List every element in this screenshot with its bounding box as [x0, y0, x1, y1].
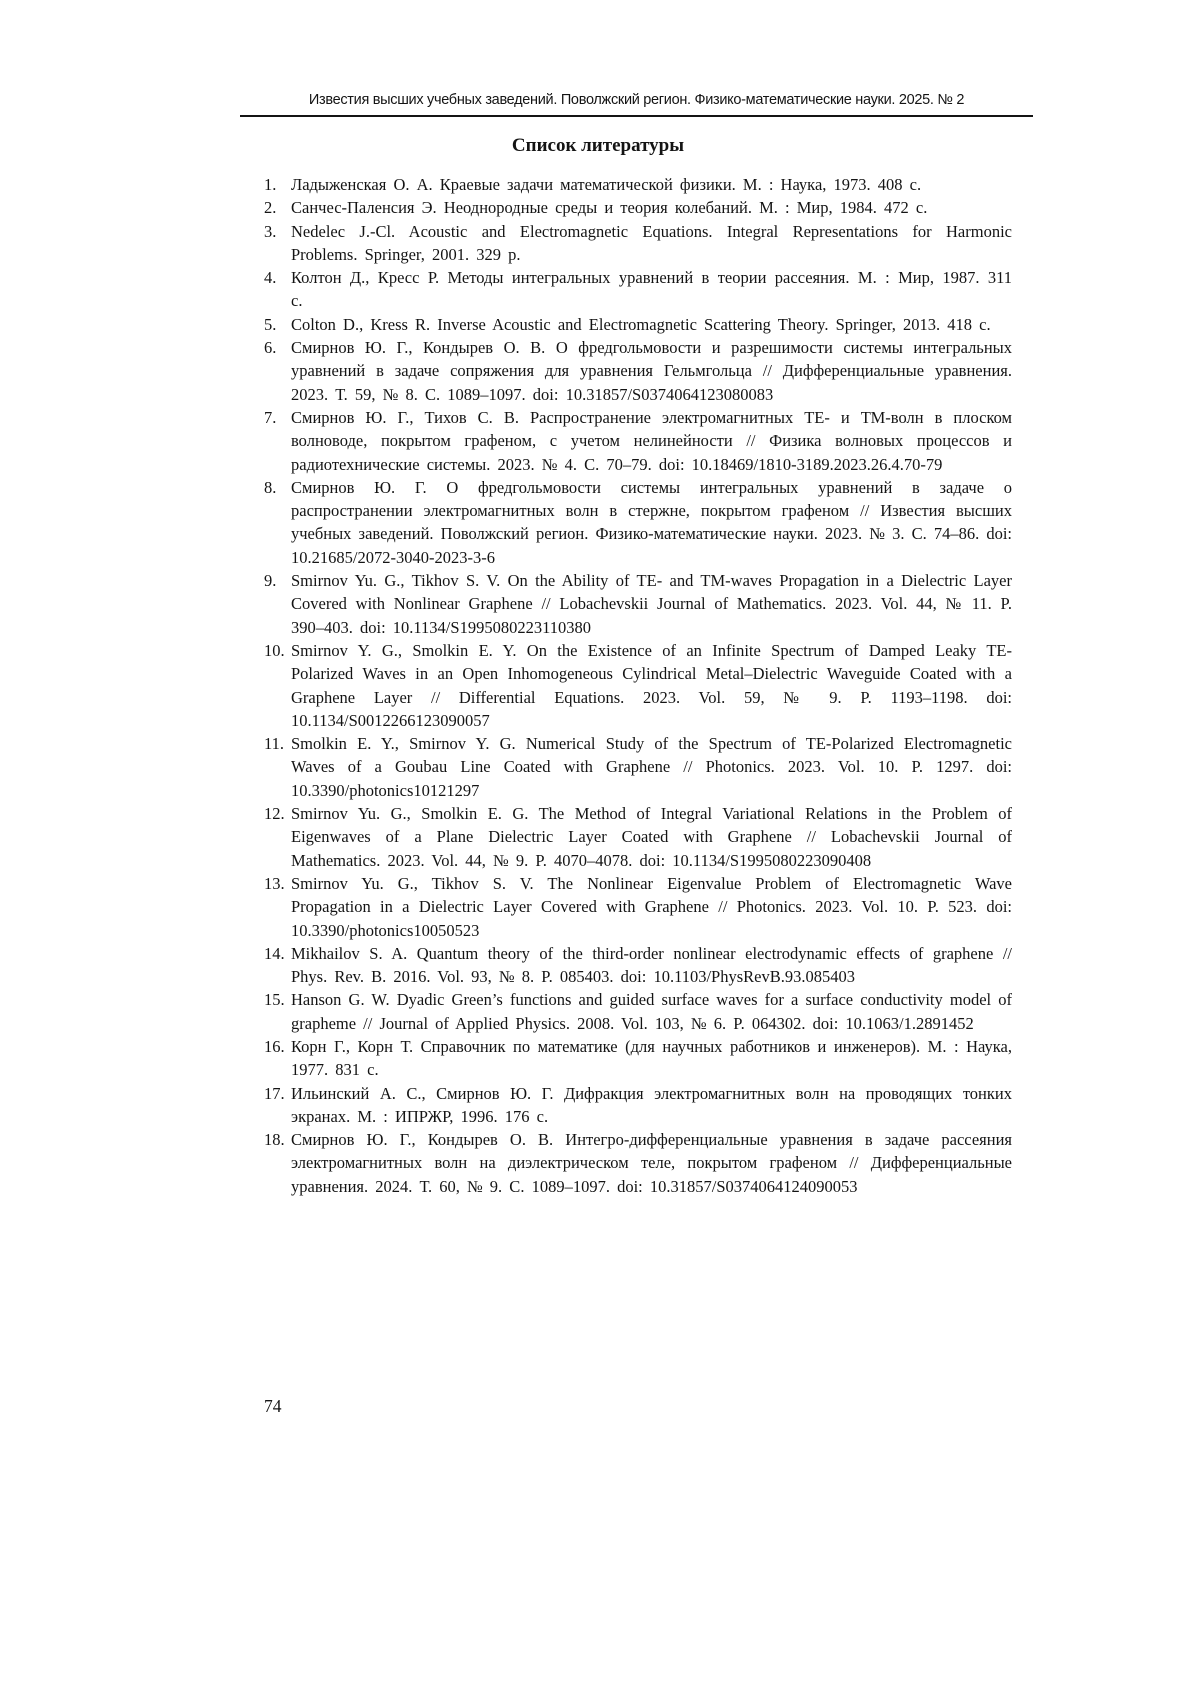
- reference-text: Смирнов Ю. Г., Кондырев О. В. Интегро-дифференциальные уравнения в задаче рассеяния электромагнитных волн на диэлектрическом теле, покрытом графеном // Дифференциальные уравнения. 2024. Т. 60, № 9. С. 1089–1097. doi: 10.31857/S0374064124090053: [291, 1130, 1012, 1196]
- reference-number: 4.: [264, 268, 277, 288]
- reference-text: Корн Г., Корн Т. Справочник по математике (для научных работников и инженеров). М. : Наука, 1977. 831 с.: [291, 1036, 1012, 1080]
- section-title: Список литературы: [511, 135, 685, 156]
- reference-item: [264, 872, 1012, 942]
- reference-text: Smolkin E. Y., Smirnov Y. G. Numerical Study of the Spectrum of TE-Polarized Electromagnetic Waves of a Goubau Line Coated with Graphene // Photonics. 2023. Vol. 10. P. 1297. doi: 10.3390/photonics10121297: [291, 734, 1012, 800]
- reference-item: [264, 336, 1012, 406]
- reference-text: Смирнов Ю. Г. О фредгольмовости системы интегральных уравнений в задаче о распространении электромагнитных волн в стержне, покрытом графеном // Известия высших учебных заведений. Поволжский регион. Физико-математические науки. 2023. № 3. С. 74–86. doi: 10.21685/2072-3040-2023-3-6: [291, 477, 1013, 567]
- reference-text: Mikhailov S. A. Quantum theory of the third-order nonlinear electrodynamic effects of graphene // Phys. Rev. B. 2016. Vol. 93, № 8. P. 085403. doi: 10.1103/PhysRevB.93.085403: [291, 943, 1012, 987]
- reference-item: [264, 406, 1012, 476]
- reference-text: Ильинский А. С., Смирнов Ю. Г. Дифракция электромагнитных волн на проводящих тонких экранах. М. : ИПРЖР, 1996. 176 с.: [291, 1083, 1012, 1126]
- reference-item: [264, 569, 1012, 639]
- reference-number: 3.: [264, 221, 277, 241]
- reference-item: [264, 220, 1012, 267]
- reference-number: 7.: [264, 407, 277, 427]
- reference-text: Smirnov Y. G., Smolkin E. Y. On the Existence of an Infinite Spectrum of Damped Leaky TE-Polarized Waves in an Open Inhomogeneous Cylindrical Metal–Dielectric Waveguide Coated with a Graphene Layer // Differential Equations. 2023. Vol. 59, № 9. P. 1193–1198. doi: 10.1134/S0012266123090057: [291, 640, 1012, 730]
- reference-text: Smirnov Yu. G., Tikhov S. V. The Nonlinear Eigenvalue Problem of Electromagnetic Wave Propagation in a Dielectric Layer Covered with Graphene // Photonics. 2023. Vol. 10. P. 523. doi: 10.3390/photonics10050523: [291, 873, 1012, 940]
- reference-item: [264, 1128, 1012, 1198]
- reference-item: [264, 313, 1012, 336]
- header-rule: [240, 115, 1033, 117]
- page-header: [240, 92, 1033, 117]
- reference-number: 17.: [264, 1083, 285, 1103]
- reference-item: [264, 1082, 1012, 1129]
- reference-item: [264, 196, 1012, 219]
- reference-text: Smirnov Yu. G., Smolkin E. G. The Method of Integral Variational Relations in the Problem of Eigenwaves of a Plane Dielectric Layer Coated with Graphene // Lobachevskii Journal of Mathematics. 2023. Vol. 44, № 9. P. 4070–4078. doi: 10.1134/S1995080223090408: [291, 804, 1012, 870]
- reference-number: 9.: [264, 571, 277, 591]
- reference-item: [264, 802, 1012, 872]
- reference-number: 13.: [264, 873, 285, 893]
- reference-number: 14.: [264, 943, 285, 963]
- reference-item: [264, 1035, 1012, 1082]
- reference-number: 15.: [264, 990, 285, 1010]
- reference-item: [264, 173, 1012, 196]
- reference-number: 8.: [264, 477, 277, 497]
- reference-number: 10.: [264, 640, 285, 660]
- reference-number: 5.: [264, 314, 277, 334]
- reference-text: Смирнов Ю. Г., Тихов С. В. Распространение электромагнитных ТЕ- и ТМ-волн в плоском волноводе, покрытом графеном, с учетом нелинейности // Физика волновых процессов и радиотехнические системы. 2023. № 4. С. 70–79. doi: 10.18469/1810-3189.2023.26.4.70-79: [291, 407, 1012, 474]
- reference-text: Ладыженская О. А. Краевые задачи математической физики. М. : Наука, 1973. 408 с.: [291, 175, 922, 194]
- page-content: [264, 134, 1012, 1198]
- reference-text: Nedelec J.-Cl. Acoustic and Electromagnetic Equations. Integral Representations for Harmonic Problems. Springer, 2001. 329 p.: [291, 221, 1012, 264]
- reference-number: 11.: [264, 734, 285, 754]
- reference-item: [264, 732, 1012, 802]
- reference-item: [264, 942, 1012, 989]
- reference-text: Smirnov Yu. G., Tikhov S. V. On the Ability of TE- and TM-waves Propagation in a Dielectric Layer Covered with Nonlinear Graphene // Lobachevskii Journal of Mathematics. 2023. Vol. 44, № 11. P. 390–403. doi: 10.1134/S1995080223110380: [291, 571, 1012, 637]
- reference-number: 18.: [264, 1130, 285, 1150]
- journal-header-line: Известия высших учебных заведений. Поволжский регион. Физико-математические науки. 2025. № 2: [308, 92, 965, 108]
- reference-number: 12.: [264, 804, 285, 824]
- reference-item: [264, 988, 1012, 1035]
- reference-item: [264, 476, 1012, 569]
- reference-text: Санчес-Паленсия Э. Неоднородные среды и теория колебаний. М. : Мир, 1984. 472 с.: [291, 198, 928, 218]
- reference-number: 16.: [264, 1036, 285, 1056]
- reference-text: Hanson G. W. Dyadic Green’s functions and guided surface waves for a surface conductivity model of grapheme // Journal of Applied Physics. 2008. Vol. 103, № 6. P. 064302. doi: 10.1063/1.2891452: [291, 990, 1012, 1033]
- reference-number: 1.: [264, 175, 277, 194]
- reference-item: [264, 639, 1012, 732]
- reference-number: 2.: [264, 198, 277, 218]
- reference-text: Смирнов Ю. Г., Кондырев О. В. О фредгольмовости и разрешимости системы интегральных уравнений в задаче сопряжения для уравнения Гельмгольца // Дифференциальные уравнения. 2023. Т. 59, № 8. С. 1089–1097. doi: 10.31857/S0374064123080083: [291, 338, 1012, 404]
- reference-text: Колтон Д., Кресс Р. Методы интегральных уравнений в теории рассеяния. М. : Мир, 1987. 311 с.: [291, 268, 1012, 311]
- page-number: 74: [264, 1396, 282, 1416]
- reference-text: Colton D., Kress R. Inverse Acoustic and Electromagnetic Scattering Theory. Springer, 2013. 418 с.: [291, 314, 991, 334]
- reference-number: 6.: [264, 338, 277, 358]
- reference-item: [264, 266, 1012, 313]
- reference-list: [264, 173, 1012, 1198]
